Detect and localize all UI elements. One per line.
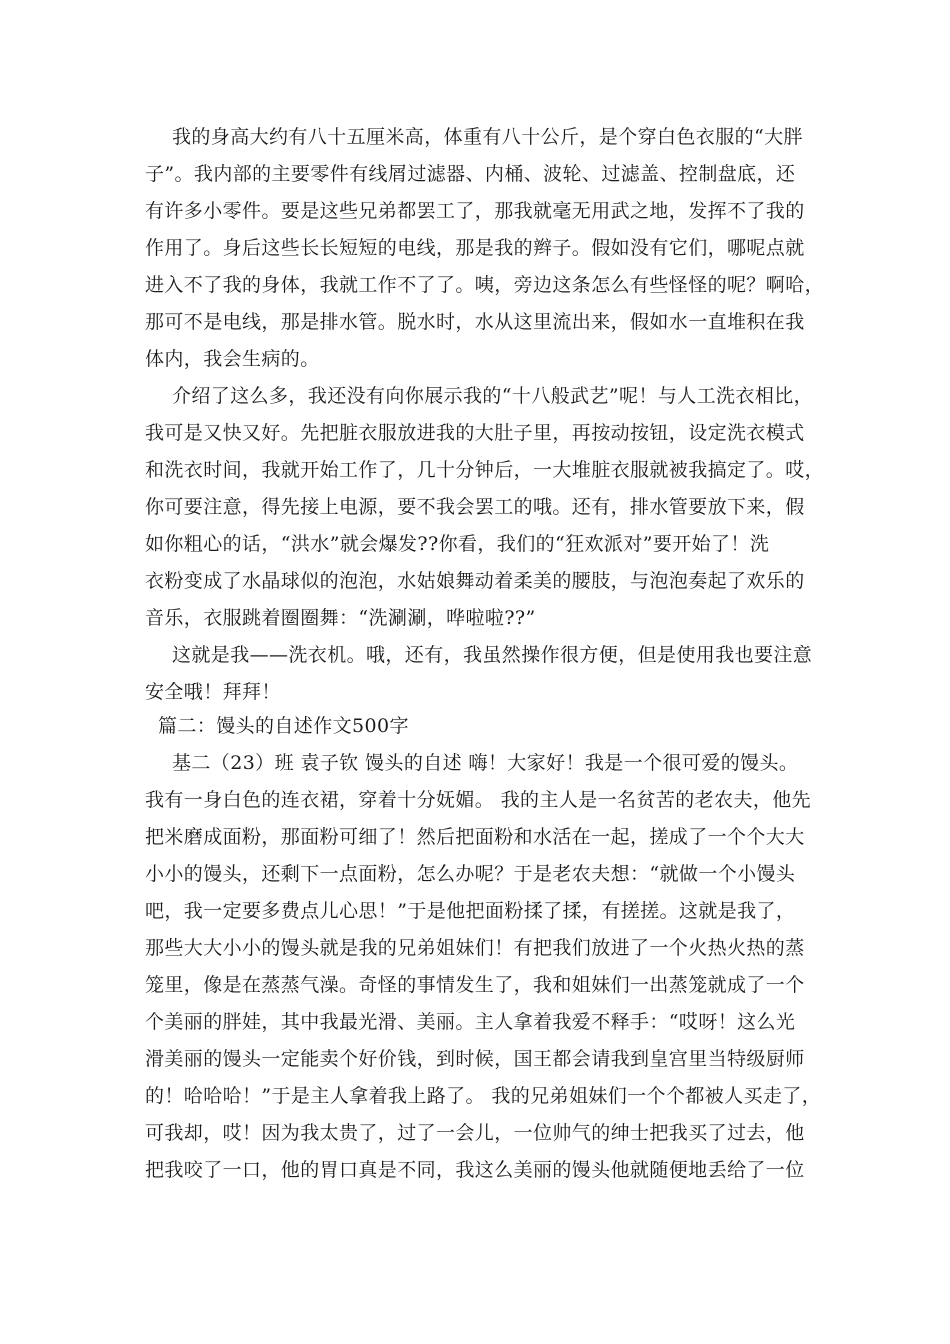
paragraph-line: 那些大大小小的馒头就是我的兄弟姐妹们！有把我们放进了一个火热火热的蒸 <box>145 937 805 959</box>
paragraph-line: 介绍了这么多，我还没有向你展示我的“十八般武艺”呢！与人工洗衣相比， <box>172 385 814 407</box>
paragraph-line: 有许多小零件。要是这些兄弟都罢工了，那我就毫无用武之地，发挥不了我的 <box>145 200 805 222</box>
paragraph-line: 衣粉变成了水晶球似的泡泡，水姑娘舞动着柔美的腰肢，与泡泡奏起了欢乐的 <box>145 570 805 592</box>
paragraph-line: 安全哦！拜拜！ <box>145 681 281 703</box>
paragraph-line: 基二（23）班 袁子钦 馒头的自述 嗨！大家好！我是一个很可爱的馒头。 <box>172 752 799 774</box>
paragraph-line: 滑美丽的馒头一定能卖个好价钱，到时候，国王都会请我到皇宫里当特级厨师 <box>145 1048 805 1070</box>
paragraph-line: 可我却，哎！因为我太贵了，过了一会儿，一位帅气的绅士把我买了过去，他 <box>145 1122 805 1144</box>
paragraph-line: 子”。我内部的主要零件有线屑过滤器、内桶、波轮、过滤盖、控制盘底，还 <box>145 163 796 185</box>
paragraph-line: 把米磨成面粉，那面粉可细了！然后把面粉和水活在一起，搓成了一个个大大 <box>145 826 805 848</box>
paragraph-line: 如你粗心的话，“洪水”就会爆发??你看，我们的“狂欢派对”要开始了！洗 <box>145 533 770 555</box>
paragraph-line: 吧，我一定要多费点儿心思！”于是他把面粉揉了揉，有搓搓。这就是我了， <box>145 900 796 922</box>
paragraph-line: 我可是又快又好。先把脏衣服放进我的大肚子里，再按动按钮，设定洗衣模式 <box>145 422 805 444</box>
paragraph-line: 你可要注意，得先接上电源，要不我会罢工的哦。还有，排水管要放下来，假 <box>145 496 805 518</box>
paragraph-line: 我有一身白色的连衣裙，穿着十分妩媚。 我的主人是一名贫苦的老农夫，他先 <box>145 789 812 811</box>
paragraph-line: 进入不了我的身体，我就工作不了了。咦，旁边这条怎么有些怪怪的呢？啊哈， <box>145 274 825 296</box>
paragraph-line: 体内，我会生病的。 <box>145 348 320 370</box>
paragraph-line: 我的身高大约有八十五厘米高，体重有八十公斤，是个穿白色衣服的“大胖 <box>172 126 803 148</box>
paragraph-line: 这就是我——洗衣机。哦，还有，我虽然操作很方便，但是使用我也要注意 <box>172 644 813 666</box>
paragraph-line: 小小的馒头，还剩下一点面粉，怎么办呢？于是老农夫想：“就做一个小馒头 <box>145 863 796 885</box>
paragraph-line: 和洗衣时间，我就开始工作了，几十分钟后，一大堆脏衣服就被我搞定了。哎， <box>145 459 825 481</box>
paragraph-line: 那可不是电线，那是排水管。脱水时，水从这里流出来，假如水一直堆积在我 <box>145 311 805 333</box>
paragraph-line: 个美丽的胖娃，其中我最光滑、美丽。主人拿着我爱不释手：“哎呀！这么光 <box>145 1011 796 1033</box>
paragraph-line: 把我咬了一口，他的胃口真是不同，我这么美丽的馒头他就随便地丢给了一位 <box>145 1159 805 1181</box>
paragraph-line: 的！哈哈哈！”于是主人拿着我上路了。 我的兄弟姐妹们一个个都被人买走了， <box>145 1085 822 1107</box>
paragraph-line: 音乐，衣服跳着圈圈舞：“洗涮涮，哗啦啦??” <box>145 607 536 629</box>
paragraph-line: 作用了。身后这些长长短短的电线，那是我的辫子。假如没有它们，哪呢点就 <box>145 237 805 259</box>
section-heading: 篇二：馒头的自述作文500字 <box>158 715 409 737</box>
paragraph-line: 笼里，像是在蒸蒸气澡。奇怪的事情发生了，我和姐妹们一出蒸笼就成了一个 <box>145 974 805 996</box>
